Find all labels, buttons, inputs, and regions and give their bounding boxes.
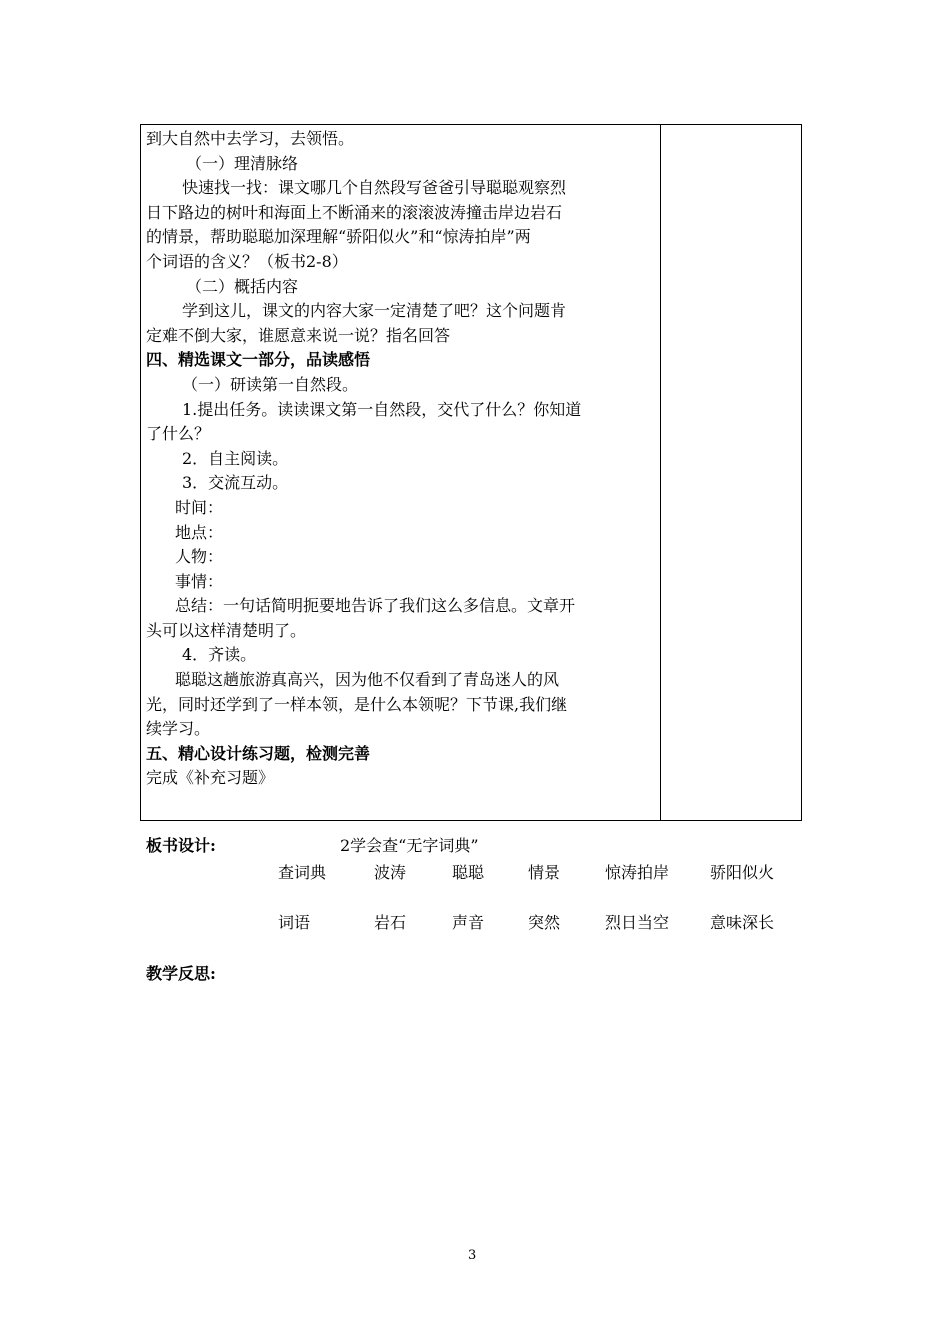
board-word: 声音 — [452, 913, 485, 932]
text-line: 完成《补充习题》 — [146, 768, 275, 788]
text-line: 日下路边的树叶和海面上不断涌来的滚滚波涛撞击岸边岩石 — [146, 202, 563, 222]
board-design-title: 2学会查“无字词典” — [340, 836, 479, 855]
board-word: 波涛 — [374, 863, 407, 882]
text-line: 2．自主阅读。 — [182, 448, 289, 468]
section-heading: 四、精选课文一部分，品读感悟 — [146, 350, 371, 370]
lesson-content-cell — [146, 127, 656, 791]
text-line: 了什么？ — [146, 424, 211, 444]
text-line: 4．齐读。 — [182, 645, 257, 665]
subheading: （一）研读第一自然段。 — [182, 374, 359, 394]
text-line: 事情： — [175, 571, 224, 591]
board-design-label: 板书设计: — [146, 836, 216, 855]
board-word: 聪聪 — [452, 863, 485, 882]
lesson-table — [140, 124, 802, 821]
section-heading: 五、精心设计练习题，检测完善 — [146, 743, 371, 763]
text-line: 3．交流互动。 — [182, 473, 289, 493]
subheading: （二）概括内容 — [186, 276, 299, 296]
board-word: 突然 — [528, 913, 561, 932]
text-line: 时间： — [175, 497, 224, 517]
text-line: 学到这儿，课文的内容大家一定清楚了吧？这个问题肯 — [182, 301, 567, 321]
text-line: 地点： — [175, 522, 224, 542]
text-line: 1.提出任务。读读课文第一自然段，交代了什么？你知道 — [182, 399, 582, 419]
board-word: 岩石 — [374, 913, 407, 932]
text-line: 定难不倒大家，谁愿意来说一说？指名回答 — [146, 325, 451, 345]
board-word: 情景 — [528, 863, 561, 882]
page-number: 3 — [468, 1248, 477, 1263]
text-line: 快速找一找：课文哪几个自然段写爸爸引导聪聪观察烈 — [182, 178, 567, 198]
text-line: 聪聪这趟旅游真高兴，因为他不仅看到了青岛迷人的风 — [175, 670, 560, 690]
subheading: （一）理清脉络 — [186, 153, 299, 173]
text-line: 人物： — [175, 547, 224, 567]
board-word: 烈日当空 — [605, 913, 670, 932]
board-word: 惊涛拍岸 — [605, 863, 670, 882]
board-word: 意味深长 — [710, 913, 775, 932]
text-line: 个词语的含义？（板书2-8） — [146, 251, 348, 271]
board-word: 骄阳似火 — [710, 863, 775, 882]
text-line: 续学习。 — [146, 719, 211, 739]
text-line: 光，同时还学到了一样本领，是什么本领呢？下节课,我们继 — [146, 694, 568, 714]
text-line: 总结：一句话简明扼要地告诉了我们这么多信息。文章开 — [175, 596, 576, 616]
teaching-reflection-label: 教学反思: — [146, 964, 216, 983]
text-line: 到大自然中去学习，去领悟。 — [146, 129, 355, 148]
text-line: 头可以这样清楚明了。 — [146, 620, 307, 640]
board-word: 查词典 — [278, 863, 327, 882]
text-line: 的情景，帮助聪聪加深理解“骄阳似火”和“惊涛拍岸”两 — [146, 227, 531, 247]
board-word: 词语 — [278, 913, 311, 932]
column-divider — [660, 125, 661, 820]
